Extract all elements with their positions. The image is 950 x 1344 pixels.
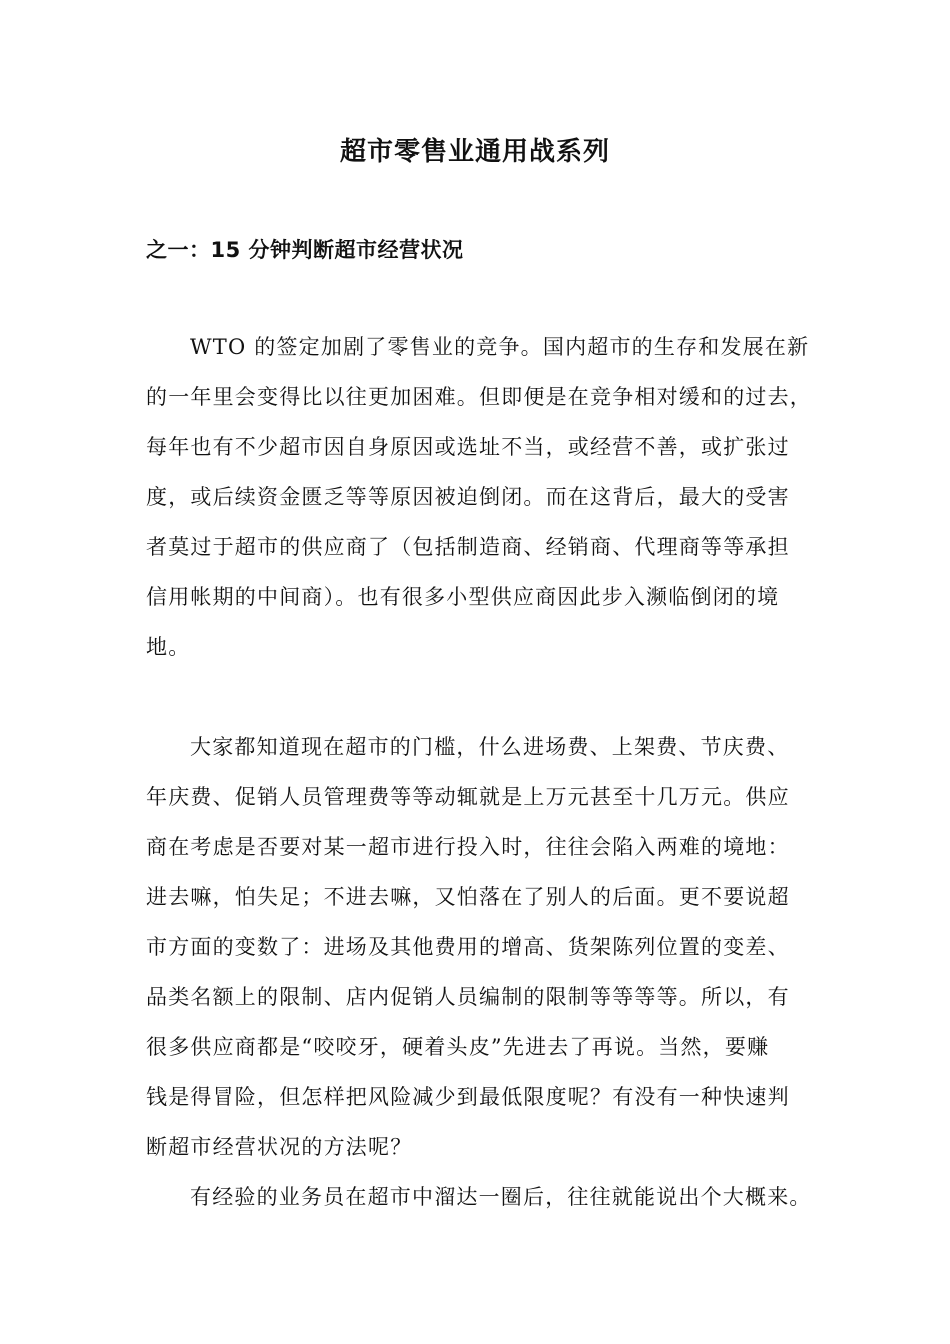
paragraph-line: 年庆费、促销人员管理费等等动辄就是上万元甚至十几万元。供应: [146, 785, 790, 809]
paragraph-supplier-dilemma: [146, 722, 826, 1172]
paragraph-line: 商在考虑是否要对某一超市进行投入时，往往会陷入两难的境地：: [146, 835, 790, 859]
paragraph-line: 大家都知道现在超市的门槛，什么进场费、上架费、节庆费、: [190, 735, 790, 759]
section-heading: 之一：15 分钟判断超市经营状况: [146, 238, 464, 262]
paragraph-line: 者莫过于超市的供应商了（包括制造商、经销商、代理商等等承担: [146, 535, 790, 559]
paragraph-line: 的一年里会变得比以往更加困难。但即便是在竞争相对缓和的过去，: [146, 385, 812, 409]
paragraph-line: 进去嘛，怕失足；不进去嘛，又怕落在了别人的后面。更不要说超: [146, 885, 790, 909]
paragraph-line: 钱是得冒险，但怎样把风险减少到最低限度呢？有没有一种快速判: [146, 1085, 790, 1109]
paragraph-line: 品类名额上的限制、店内促销人员编制的限制等等等等。所以，有: [146, 985, 790, 1009]
paragraph-line: 信用帐期的中间商）。也有很多小型供应商因此步入濒临倒闭的境: [146, 585, 780, 609]
paragraph-line: WTO 的签定加剧了零售业的竞争。国内超市的生存和发展在新: [190, 335, 810, 359]
paragraph-experienced-sales: [146, 1172, 826, 1222]
document-title: 超市零售业通用战系列: [339, 137, 610, 167]
paragraph-wto-competition: [146, 322, 826, 672]
paragraph-line: 每年也有不少超市因自身原因或选址不当，或经营不善，或扩张过: [146, 435, 790, 459]
paragraph-line: 市方面的变数了：进场及其他费用的增高、货架陈列位置的变差、: [146, 935, 790, 959]
paragraph-line: 很多供应商都是“咬咬牙，硬着头皮”先进去了再说。当然，要赚: [146, 1035, 770, 1059]
paragraph-line: 断超市经营状况的方法呢？: [146, 1135, 413, 1159]
paragraph-line: 地。: [146, 635, 191, 659]
paragraph-line: 有经验的业务员在超市中溜达一圈后，往往就能说出个大概来。: [190, 1185, 812, 1209]
paragraph-line: 度，或后续资金匮乏等等原因被迫倒闭。而在这背后，最大的受害: [146, 485, 790, 509]
